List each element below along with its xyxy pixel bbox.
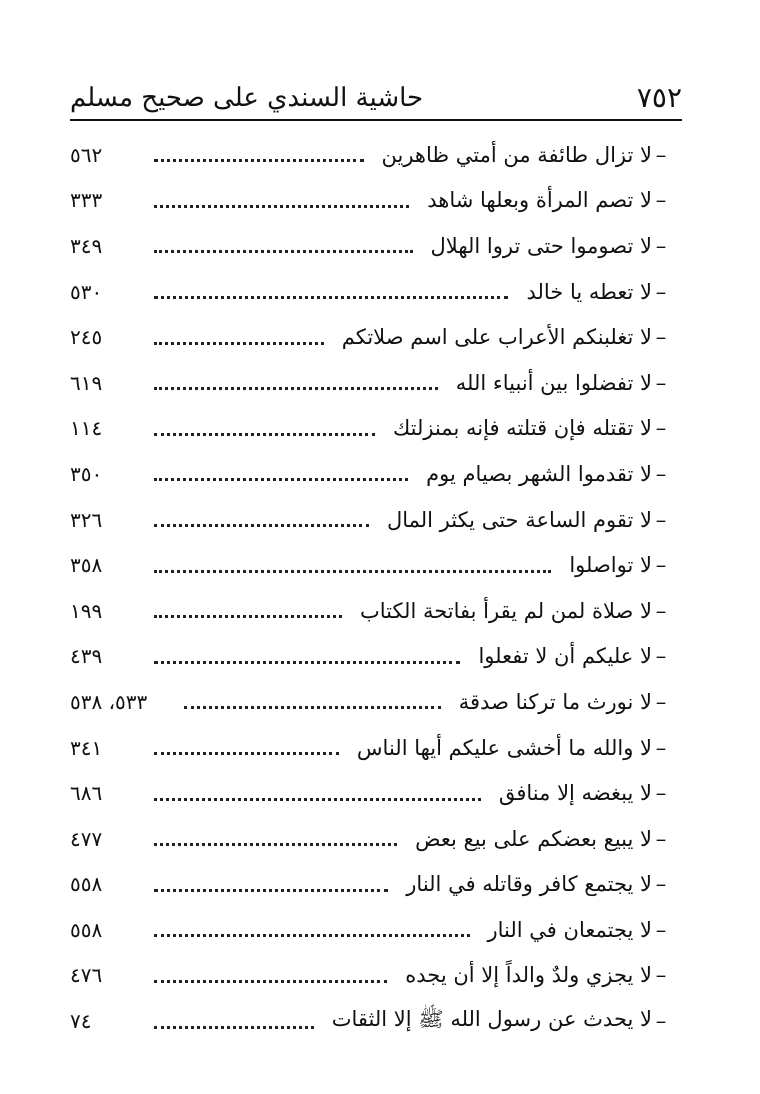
entry-text: لا تقوم الساعة حتى يكثر المال [386,507,652,532]
entry-page-number: ٣٤٩ [70,233,103,258]
index-entry [70,770,670,816]
entry-dash: – [655,1009,667,1034]
index-entry [70,588,670,634]
dot-leader [154,615,342,618]
entry-dash: – [655,826,667,851]
dot-leader [154,433,375,436]
entry-page-number: ٥٥٨ [70,917,103,942]
index-entry [70,998,670,1044]
index-entry [70,634,670,680]
entry-page-number: ٣٥٠ [70,461,103,486]
entry-page-number: ٦١٩ [70,370,103,395]
entry-dash: – [655,370,667,395]
entry-page-number: ٢٤٥ [70,325,103,350]
index-entry [70,406,670,452]
dot-leader [154,250,413,253]
hadith-index-list [70,132,670,1044]
entry-page-number: ٥٥٨ [70,872,103,897]
dot-leader [154,798,481,801]
entry-page-number: ٦٨٦ [70,781,103,806]
entry-text: لا يبغضه إلا منافق [498,781,652,806]
entry-text: لا يبيع بعضكم على بيع بعض [415,826,652,851]
entry-dash: – [655,461,667,486]
index-entry [70,862,670,908]
running-header [70,70,682,118]
entry-page-number: ٤٧٦ [70,963,103,988]
entry-page-number: ٤٣٩ [70,644,103,669]
dot-leader [154,524,369,527]
entry-page-number: ٣٣٣ [70,188,103,213]
header-rule [70,119,682,121]
entry-dash: – [655,142,667,167]
index-entry [70,178,670,224]
entry-text: لا تغلبنكم الأعراب على اسم صلاتكم [341,325,652,350]
entry-page-number: ٣٥٨ [70,553,103,578]
entry-dash: – [655,325,667,350]
dot-leader [154,752,339,755]
entry-text: لا يجتمعان في النار [487,917,652,942]
index-entry [70,269,670,315]
entry-text: لا يجتمع كافر وقاتله في النار [406,872,652,897]
entry-page-number: ٥٣٠ [70,279,103,304]
dot-leader [154,980,387,983]
entry-dash: – [655,781,667,806]
entry-dash: – [655,872,667,897]
index-entry [70,679,670,725]
entry-dash: – [655,233,667,258]
entry-dash: – [655,507,667,532]
dot-leader [154,159,364,162]
dot-leader [154,570,551,573]
index-entry [70,542,670,588]
dot-leader [184,706,441,709]
dot-leader [154,1026,314,1029]
entry-dash: – [655,553,667,578]
entry-dash: – [655,644,667,669]
entry-page-number: ٤٧٧ [70,826,103,851]
entry-dash: – [655,735,667,760]
entry-text: لا تواصلوا [569,553,652,578]
dot-leader [154,342,324,345]
dot-leader [154,843,397,846]
book-title: حاشية السندي على صحيح مسلم [70,83,424,113]
entry-text: لا تقدموا الشهر بصيام يوم [426,461,652,486]
index-entry [70,953,670,999]
entry-text: لا تزال طائفة من أمتي ظاهرين [381,142,652,167]
index-entry [70,223,670,269]
index-entry [70,816,670,862]
entry-page-number: ١٩٩ [70,598,103,623]
entry-text: لا صلاة لمن لم يقرأ بفاتحة الكتاب [359,598,652,623]
entry-text: لا عليكم أن لا تفعلوا [478,644,652,669]
entry-page-number: ٧٤ [70,1009,92,1034]
entry-text: لا نورث ما تركنا صدقة [458,689,652,714]
entry-text: لا تفضلوا بين أنبياء الله [455,370,652,395]
entry-dash: – [655,598,667,623]
dot-leader [154,934,470,937]
index-entry [70,907,670,953]
entry-dash: – [655,917,667,942]
dot-leader [154,478,408,481]
entry-text: لا تقتله فإن قتلته فإنه بمنزلتك [392,416,652,441]
index-entry [70,360,670,406]
entry-text: لا تصم المرأة وبعلها شاهد [427,188,652,213]
entry-page-number: ١١٤ [70,416,103,441]
entry-text: لا يجزي ولدٌ والداً إلا أن يجده [405,963,652,988]
index-entry [70,132,670,178]
entry-dash: – [655,416,667,441]
index-entry [70,497,670,543]
dot-leader [154,661,460,664]
entry-page-number: ٥٣٣، ٥٣٨ [70,689,148,714]
entry-text: لا والله ما أخشى عليكم أيها الناس [356,735,652,760]
entry-page-number: ٣٤١ [70,735,103,760]
page-number: ٧٥٢ [636,81,682,114]
entry-page-number: ٥٦٢ [70,142,103,167]
entry-dash: – [655,963,667,988]
entry-text: لا تصوموا حتى تروا الهلال [430,233,652,258]
entry-page-number: ٣٢٦ [70,507,103,532]
dot-leader [154,205,409,208]
index-entry [70,314,670,360]
entry-text: لا يحدث عن رسول الله ﷺ إلا الثقات [331,1006,652,1031]
index-entry [70,725,670,771]
entry-dash: – [655,689,667,714]
entry-text: لا تعطه يا خالد [526,279,652,304]
index-entry [70,451,670,497]
entry-dash: – [655,279,667,304]
entry-dash: – [655,188,667,213]
dot-leader [154,387,438,390]
dot-leader [154,889,388,892]
dot-leader [154,296,508,299]
